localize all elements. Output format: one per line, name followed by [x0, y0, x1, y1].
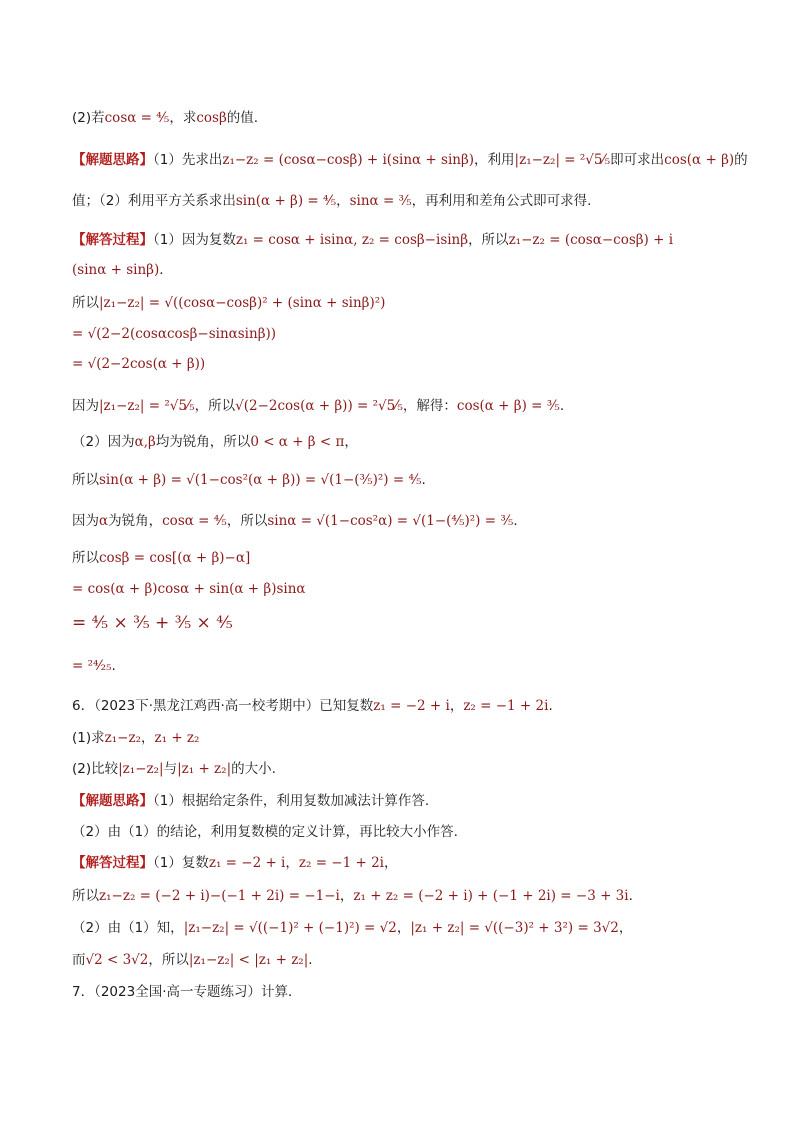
text-fragment: 因为: [72, 398, 99, 414]
math-expression: = √(2−2cos(α + β)): [72, 356, 206, 372]
math-expression: = cos(α + β)cosα + sin(α + β)sinα: [72, 581, 306, 597]
text-fragment: 所以: [72, 550, 99, 566]
text-fragment: (1)求: [72, 730, 105, 746]
math-expression: 0 < α + β < π: [250, 434, 345, 450]
text-line: [72, 260, 164, 280]
text-fragment: 所以: [72, 472, 99, 488]
text-fragment: ，再利用和差角公式即可求得.: [411, 193, 592, 209]
text-fragment: .: [559, 398, 565, 414]
text-line: [72, 150, 748, 170]
text-fragment: .: [421, 472, 426, 488]
text-fragment: 7．（2023全国·高一专题练习）计算．: [72, 984, 302, 1000]
math-expression: = ⁴⁄₅ × ³⁄₅ + ³⁄₅ × ⁴⁄₅: [72, 613, 233, 633]
text-fragment: .: [628, 888, 633, 904]
math-expression: sin(α + β) = √(1−cos²(α + β)) = √(1−(³⁄₅)²) = ⁴⁄₅: [99, 472, 422, 488]
text-line: [72, 728, 199, 748]
math-expression: √(2−2cos(α + β)) = ²√5⁄₅: [235, 398, 403, 414]
text-line: [72, 108, 258, 128]
text-fragment: （1）因为复数: [153, 232, 236, 248]
text-fragment: ，: [339, 888, 354, 904]
math-expression: α,β: [134, 434, 156, 450]
text-fragment: 值；（2）利用平方关系求出: [72, 193, 236, 209]
text-fragment: ，所以: [148, 952, 189, 968]
math-expression: z₁ + z₂: [154, 730, 200, 746]
text-fragment: ，: [336, 193, 350, 209]
text-line: [72, 354, 205, 374]
text-fragment: 所以: [72, 888, 99, 904]
math-expression: sinα = ³⁄₅: [349, 193, 412, 209]
text-fragment: (2)比较: [72, 761, 119, 777]
math-expression: |z₁−z₂| = ²√5⁄₅: [99, 398, 195, 414]
text-fragment: 所以: [72, 295, 99, 311]
text-line: [72, 230, 673, 250]
math-expression: z₂ = −1 + 2i: [298, 855, 384, 871]
text-fragment: .: [548, 698, 553, 714]
text-fragment: （2）由（1）的结论，利用复数模的定义计算，再比较大小作答.: [72, 824, 458, 840]
text-fragment: (2)若: [72, 110, 105, 126]
text-fragment: 6．（2023下·黑龙江鸡西·高一校考期中）已知复数: [72, 698, 374, 714]
text-line: [72, 511, 518, 531]
math-expression: cosα = ⁴⁄₅: [104, 110, 170, 126]
text-fragment: 而: [72, 952, 86, 968]
text-fragment: 因为: [72, 513, 99, 529]
text-line: [72, 791, 429, 811]
math-expression: cosα = ⁴⁄₅: [162, 513, 227, 529]
math-expression: z₂ = −1 + 2i: [463, 698, 549, 714]
text-fragment: 的: [734, 152, 748, 168]
text-fragment: ，所以: [194, 398, 236, 414]
text-fragment: ，: [285, 855, 299, 871]
math-expression: |z₁ + z₂| = √((−3)² + 3²) = 3√2: [410, 920, 619, 936]
math-expression: |z₁ + z₂|: [177, 761, 232, 777]
text-line: [72, 696, 553, 716]
math-expression: cosβ = cos[(α + β)−α]: [99, 550, 251, 566]
text-line: [72, 613, 233, 634]
math-expression: z₁ = cosα + isinα, z₂ = cosβ−isinβ: [235, 232, 469, 248]
math-expression: z₁−z₂ = (−2 + i)−(−1 + 2i) = −1−i: [99, 888, 340, 904]
text-fragment: 的值.: [226, 110, 259, 126]
text-fragment: ，所以: [226, 513, 268, 529]
text-fragment: ，求: [169, 110, 197, 126]
text-line: [72, 822, 458, 842]
text-line: [72, 396, 564, 416]
text-fragment: 的大小.: [231, 761, 276, 777]
section-tag: 【解答过程】: [72, 232, 153, 248]
text-fragment: 与: [163, 761, 178, 777]
text-fragment: .: [513, 513, 518, 529]
text-line: [72, 470, 426, 490]
math-expression: z₁ + z₂ = (−2 + i) + (−1 + 2i) = −3 + 3i: [353, 888, 629, 904]
text-line: [72, 982, 302, 1002]
text-line: [72, 293, 385, 313]
math-expression: sin(α + β) = ⁴⁄₅: [235, 193, 337, 209]
text-line: [72, 191, 591, 211]
text-line: [72, 886, 633, 906]
text-fragment: .: [308, 952, 313, 968]
text-fragment: ，利用: [474, 152, 515, 168]
math-expression: z₁ = −2 + i: [373, 698, 450, 714]
math-expression: cosβ: [196, 110, 227, 126]
text-fragment: ，: [141, 730, 155, 746]
text-fragment: （1）先求出: [153, 152, 223, 168]
text-line: [72, 656, 116, 676]
text-fragment: 即可求出: [610, 152, 665, 168]
text-line: [72, 324, 276, 344]
text-fragment: ，: [449, 698, 464, 714]
math-expression: z₁−z₂: [104, 730, 141, 746]
text-fragment: 均为锐角，所以: [155, 434, 251, 450]
text-fragment: ，所以: [468, 232, 509, 248]
math-expression: z₁ = −2 + i: [208, 855, 286, 871]
math-expression: |z₁−z₂| < |z₁ + z₂|: [188, 952, 309, 968]
text-fragment: .: [111, 658, 116, 674]
section-tag: 【解题思路】: [72, 152, 153, 168]
text-line: [72, 950, 313, 970]
math-expression: cos(α + β) = ³⁄₅: [456, 398, 560, 414]
text-line: [72, 548, 250, 568]
math-expression: |z₁−z₂| = √((−1)² + (−1)²) = √2: [183, 920, 397, 936]
text-fragment: （1）根据给定条件，利用复数加减法计算作答.: [153, 793, 430, 809]
math-expression: |z₁−z₂| = ²√5⁄₅: [514, 152, 611, 168]
text-fragment: （1）复数: [153, 855, 209, 871]
text-line: [72, 759, 276, 779]
math-expression: sinα = √(1−cos²α) = √(1−(⁴⁄₅)²) = ³⁄₅: [267, 513, 514, 529]
math-expression: |z₁−z₂| = √((cosα−cosβ)² + (sinα + sinβ)²): [99, 295, 386, 311]
math-expression: √2 < 3√2: [85, 952, 149, 968]
text-fragment: ，: [396, 920, 411, 936]
text-line: [72, 918, 632, 938]
math-expression: = ²⁴⁄₂₅: [72, 658, 112, 674]
math-expression: cos(α + β): [664, 152, 735, 168]
text-line: [72, 432, 358, 452]
math-expression: z₁−z₂ = (cosα−cosβ) + i(sinα + sinβ): [222, 152, 475, 168]
text-fragment: 为锐角，: [108, 513, 163, 529]
section-tag: 【解题思路】: [72, 793, 153, 809]
text-fragment: ，: [344, 434, 358, 450]
section-tag: 【解答过程】: [72, 855, 153, 871]
text-fragment: ，解得：: [402, 398, 457, 414]
text-line: [72, 853, 398, 873]
math-expression: |z₁−z₂|: [118, 761, 164, 777]
math-expression: z₁−z₂ = (cosα−cosβ) + i: [508, 232, 674, 248]
text-line: [72, 579, 306, 599]
math-expression: (sinα + sinβ): [72, 262, 160, 278]
math-expression: = √(2−2(cosαcosβ−sinαsinβ)): [72, 326, 277, 342]
text-fragment: .: [159, 262, 164, 278]
text-fragment: ，: [618, 920, 633, 936]
text-fragment: ，: [384, 855, 398, 871]
math-expression: α: [99, 513, 109, 529]
text-fragment: （2）由（1）知，: [72, 920, 184, 936]
text-fragment: （2）因为: [72, 434, 135, 450]
